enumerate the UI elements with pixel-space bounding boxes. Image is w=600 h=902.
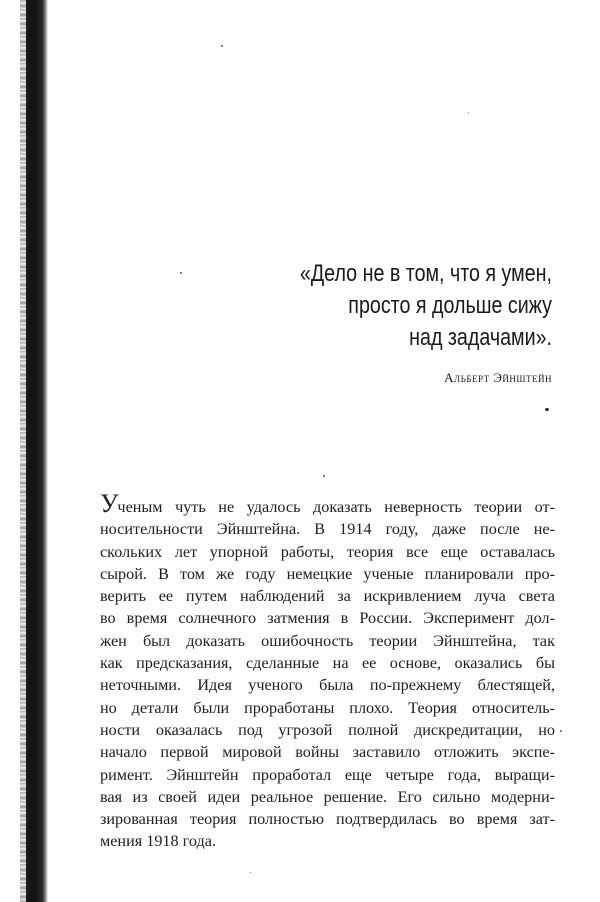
paragraph-line-text: ченым чуть не удалось доказать неверность теории от- [117, 498, 555, 516]
scan-speck [221, 45, 223, 47]
paragraph-first-line [100, 489, 555, 518]
paragraph-line: зированная теория полностью подтвердилась во время зат- [100, 810, 555, 829]
paragraph-line: неточными. Идея ученого была по-прежнему блестящей, [100, 676, 555, 695]
scan-speck [468, 112, 469, 113]
paragraph-line: римент. Эйнштейн проработал еще четыре года, выращи- [100, 765, 555, 784]
scan-speck [560, 730, 562, 732]
paragraph-line: ности оказалась под угрозой полной дискредитации, но [100, 720, 555, 739]
paragraph-line: носительности Эйнштейна. В 1914 году, даже после не- [100, 520, 555, 539]
paragraph-line: вая из своей идеи реальное решение. Его сильно модерни- [100, 787, 555, 806]
scan-speck [545, 408, 549, 411]
epigraph-author: Альберт Эйнштейн [444, 370, 552, 385]
body-paragraph [100, 489, 555, 853]
drop-cap: У [100, 489, 118, 518]
paragraph-line: скольких лет упорной работы, теория все еще оставалась [100, 542, 555, 561]
epigraph-line: просто я дольше сижу [348, 292, 552, 319]
paragraph-line: жен был доказать ошибочность теории Эйнштейна, так [100, 631, 555, 650]
paragraph-line: начало первой мировой войны заставило отложить экспе- [100, 743, 555, 762]
epigraph [132, 258, 552, 386]
epigraph-line: «Дело не в том, что я умен, [299, 260, 552, 287]
paragraph-line: как предсказания, сделанные на ее основе, оказались бы [100, 654, 555, 673]
paragraph-line: сырой. В том же году немецкие ученые планировали про- [100, 564, 555, 583]
binding-edge [26, 0, 48, 902]
paragraph-line: верить ее путем наблюдений за искривлением луча света [100, 587, 555, 606]
paragraph-line: мения 1918 года. [100, 832, 216, 851]
scan-speck [250, 872, 251, 873]
paragraph-line: во время солнечного затмения в России. Эксперимент дол- [100, 609, 555, 628]
paragraph-line: но детали были проработаны плохо. Теория относитель- [100, 698, 555, 717]
scan-speck [323, 475, 325, 477]
epigraph-line: над задачами». [409, 324, 552, 351]
